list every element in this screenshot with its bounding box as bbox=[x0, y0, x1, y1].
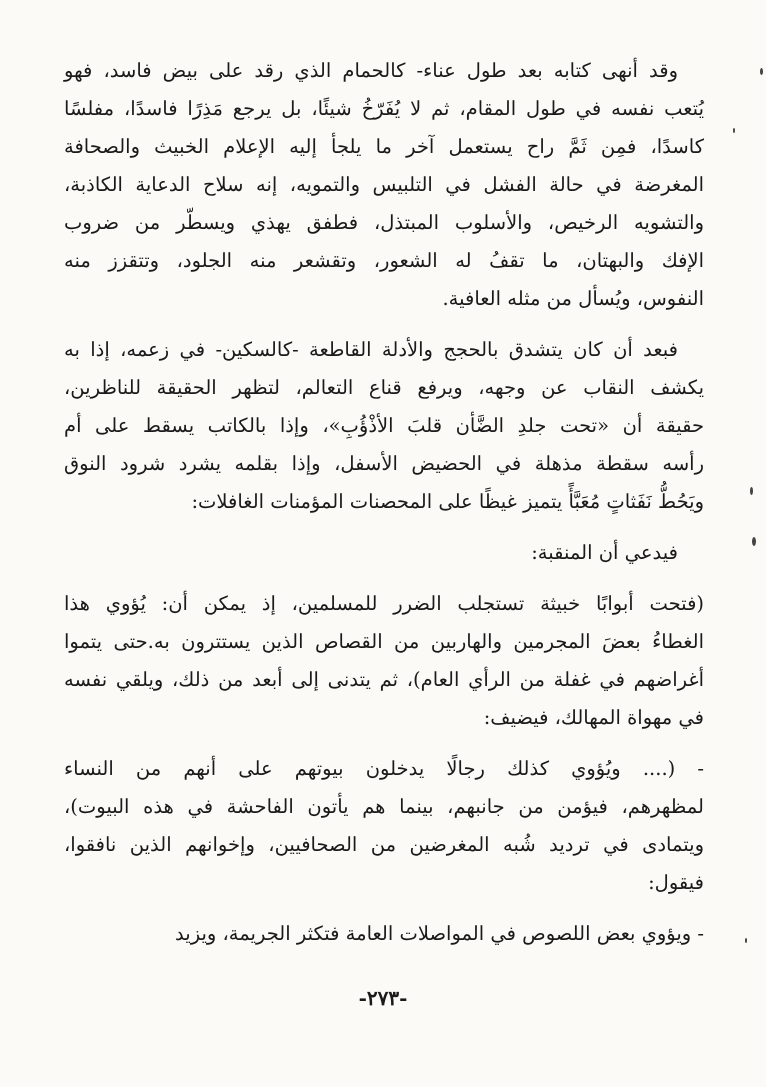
text-line: - ويؤوي بعض اللصوص في المواصلات العامة فتكثر الجريمة، ويزيد bbox=[175, 922, 704, 945]
scan-speck bbox=[752, 537, 756, 546]
paragraph bbox=[64, 52, 704, 318]
paragraph bbox=[64, 585, 704, 737]
text-line: لمظهرهم، فيؤمن من جانبهم، بينما هم يأتون الفاحشة في هذه البيوت)، bbox=[64, 795, 704, 818]
text-line: كاسدًا، فمِن ثَمَّ راح يستعمل آخر ما يلجأ إليه الإعلام الخبيث والصحافة bbox=[64, 135, 704, 158]
text-line: فيقول: bbox=[648, 871, 704, 894]
paragraph bbox=[64, 750, 704, 902]
paragraph bbox=[64, 331, 704, 521]
text-line: في مهواة المهالك، فيضيف: bbox=[483, 706, 704, 729]
text-line: رأسه سقطة مذهلة في الحضيض الأسفل، وإذا بقلمه يشرد شرود النوق bbox=[64, 452, 704, 475]
text-line: - (.... ويُؤوي كذلك رجالًا يدخلون بيوتهم على أنهم من النساء bbox=[64, 757, 704, 780]
text-line: يكشف النقاب عن وجهه، ويرفع قناع التعالم، لتظهر الحقيقة للناظرين، bbox=[64, 376, 704, 399]
paragraph bbox=[64, 915, 704, 953]
text-line: الإفك والبهتان، ما تقفُ له الشعور، وتقشعر منه الجلود، وتتقزز منه bbox=[64, 249, 704, 272]
text-line: النفوس، ويُسأل من مثله العافية. bbox=[442, 287, 704, 310]
text-line: حقيقة أن «تحت جلدِ الضَّأن قلبَ الأذْؤُبِ»، وإذا بالكاتب يسقط على أم bbox=[64, 414, 704, 437]
text-line: الغطاءُ بعضَ المجرمين والهاربين من القصاص الذين يستترون به.حتى يتموا bbox=[64, 630, 704, 653]
paragraph bbox=[64, 534, 704, 572]
body-text bbox=[64, 52, 704, 953]
text-line: فبعد أن كان يتشدق بالحجج والأدلة القاطعة -كالسكين- في زعمه، إذا به bbox=[64, 338, 678, 361]
text-line: والتشويه الرخيص، والأسلوب المبتذل، فطفق يهذي ويسطّر من ضروب bbox=[64, 211, 704, 234]
text-line: ويتمادى في ترديد شُبه المغرضين من الصحافيين، وإخوانهم الذين نافقوا، bbox=[64, 833, 704, 856]
scan-speck bbox=[733, 128, 735, 133]
scan-speck bbox=[750, 487, 753, 495]
text-line: ويَحُطُّ نَفَثاتٍ مُعَبَّأً يتميز غيظًا على المحصنات المؤمنات الغافلات: bbox=[191, 490, 704, 513]
text-line: (فتحت أبوابًا خبيثة تستجلب الضرر للمسلمين، إذ يمكن أن: يُؤوي هذا bbox=[64, 592, 704, 615]
text-line: يُتعب نفسه في طول المقام، ثم لا يُفَرّخُ شيئًا، بل يرجع مَذِرًا فاسدًا، مفلسًا bbox=[64, 97, 704, 120]
text-line: وقد أنهى كتابه بعد طول عناء- كالحمام الذي رقد على بيض فاسد، فهو bbox=[64, 59, 678, 82]
scan-speck bbox=[745, 938, 747, 943]
page-number: -٢٧٣- bbox=[358, 986, 408, 1010]
text-line: المغرضة في حالة الفشل في التلبيس والتمويه، إنه سلاح الدعاية الكاذبة، bbox=[64, 173, 704, 196]
text-line: أغراضهم في غفلة من الرأي العام)، ثم يتدنى إلى أبعد من ذلك، ويلقي نفسه bbox=[64, 668, 704, 691]
scan-speck bbox=[760, 68, 763, 75]
text-line: فيدعي أن المنقبة: bbox=[531, 541, 678, 564]
